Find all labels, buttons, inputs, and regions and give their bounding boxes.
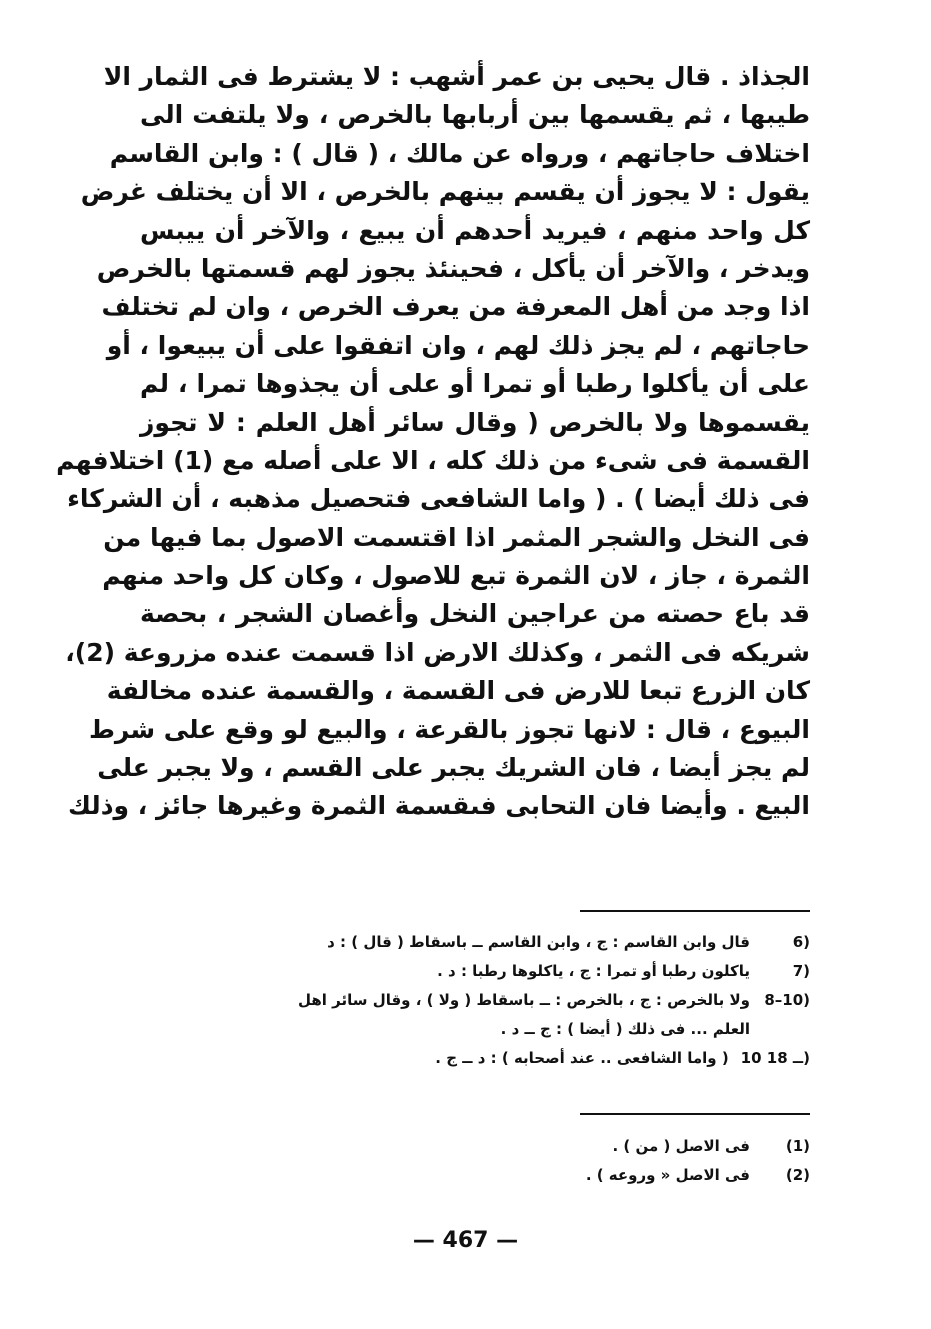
- note-number: 7): [792, 962, 810, 980]
- note-text: فى الاصل « وروعه ) .: [585, 1166, 750, 1184]
- note-text: العلم ... فى ذلك ( أيضا ) : ج ــ د .: [500, 1020, 750, 1038]
- note-text: قال وابن القاسم : ج ، وابن القاسم ــ باسقاط ( قال ) : د: [327, 933, 750, 951]
- variant-notes: [140, 928, 810, 1073]
- text-line: لم يجز أيضا ، فان الشريك يجبر على القسم ، ولا يجبر على: [97, 753, 810, 783]
- note-number: (2): [785, 1166, 810, 1184]
- variant-note: [140, 957, 810, 986]
- variant-note-continuation: [140, 1015, 810, 1044]
- text-line: الجذاذ . قال يحيى بن عمر أشهب : لا يشترط فى الثمار الا: [103, 62, 810, 91]
- note-number: 8–10): [764, 991, 810, 1009]
- footnote-divider: [580, 1113, 810, 1115]
- text-line: كان الزرع تبعا للارض فى القسمة ، والقسمة عنده مخالفة: [106, 676, 810, 706]
- note-text: ياكلون رطبا أو تمرا : ج ، ياكلوها رطبا : د .: [437, 962, 750, 980]
- note-number: (1): [785, 1137, 810, 1155]
- text-line: اختلاف حاجاتهم ، ورواه عن مالك ، ( قال ) : وابن القاسم: [109, 138, 810, 168]
- text-line: البيوع ، قال : لانها تجوز بالقرعة ، والبيع لو وقع على شرط: [88, 714, 810, 744]
- text-line: الثمرة ، جاز ، لان الثمرة تبع للاصول ، وكان كل واحد منهم: [102, 561, 810, 591]
- source-notes: [140, 1132, 810, 1190]
- source-note: [140, 1132, 810, 1161]
- note-number: 6): [792, 933, 810, 951]
- note-text: ( واما الشافعى .. عند أصحابه ) : د ــ ج .: [435, 1049, 729, 1067]
- main-text: [56, 58, 810, 826]
- note-text: فى الاصل ( من ) .: [612, 1137, 750, 1155]
- variant-note: [140, 928, 810, 957]
- text-line: فى ذلك أيضا ) . ( واما الشافعى فتحصيل مذهبه ، أن الشركاء: [67, 484, 810, 514]
- source-note: [140, 1161, 810, 1190]
- text-line: يقول : لا يجوز أن يقسم بينهم بالخرص ، الا أن يختلف غرض: [80, 177, 810, 207]
- text-line: كل واحد منهم ، فيريد أحدهم أن يبيع ، والآخر أن ييبس: [140, 215, 810, 245]
- variant-note: [140, 1044, 810, 1073]
- variant-note: [140, 986, 810, 1015]
- text-line: شريكه فى الثمر ، وكذلك الارض اذا قسمت عنده مزروعة (2)،: [65, 637, 810, 667]
- note-text: ولا بالخرص : ج ، بالخرص : ــ باسقاط ( ولا ) ، وقال سائر اهل: [297, 991, 750, 1009]
- footnote-divider: [580, 910, 810, 912]
- text-line: على أن يأكلوا رطبا أو تمرا أو على أن يجذوها تمرا ، لم: [140, 369, 810, 399]
- text-line: قد باع حصته من عراجين النخل وأغصان الشجر ، بحصة: [140, 599, 810, 629]
- note-number: 10 ــ 18): [740, 1049, 810, 1067]
- text-line: حاجاتهم ، لم يجز ذلك لهم ، وان اتفقوا على أن يبيعوا ، أو: [106, 330, 810, 360]
- text-line: فى النخل والشجر المثمر اذا اقتسمت الاصول بما فيها من: [103, 522, 810, 552]
- text-line: ويدخر ، والآخر أن يأكل ، فحينئذ يجوز لهم قسمتها بالخرص: [96, 253, 810, 283]
- page-number: — 467 —: [412, 1228, 519, 1253]
- text-line: اذا وجد من أهل المعرفة من يعرف الخرص ، وان لم تختلف: [101, 292, 810, 322]
- text-line: القسمة فى شىء من ذلك كله ، الا على أصله مع (1) اختلافهم: [56, 445, 810, 475]
- text-line: البيع . وأيضا فان التحابى فىقسمة الثمرة وغيرها جائز ، وذلك: [68, 791, 810, 821]
- text-line: طيبها ، ثم يقسمها بين أربابها بالخرص ، ولا يلتفت الى: [140, 100, 810, 130]
- text-line: يقسموها ولا بالخرص ( وقال سائر أهل العلم : لا تجوز: [140, 407, 810, 437]
